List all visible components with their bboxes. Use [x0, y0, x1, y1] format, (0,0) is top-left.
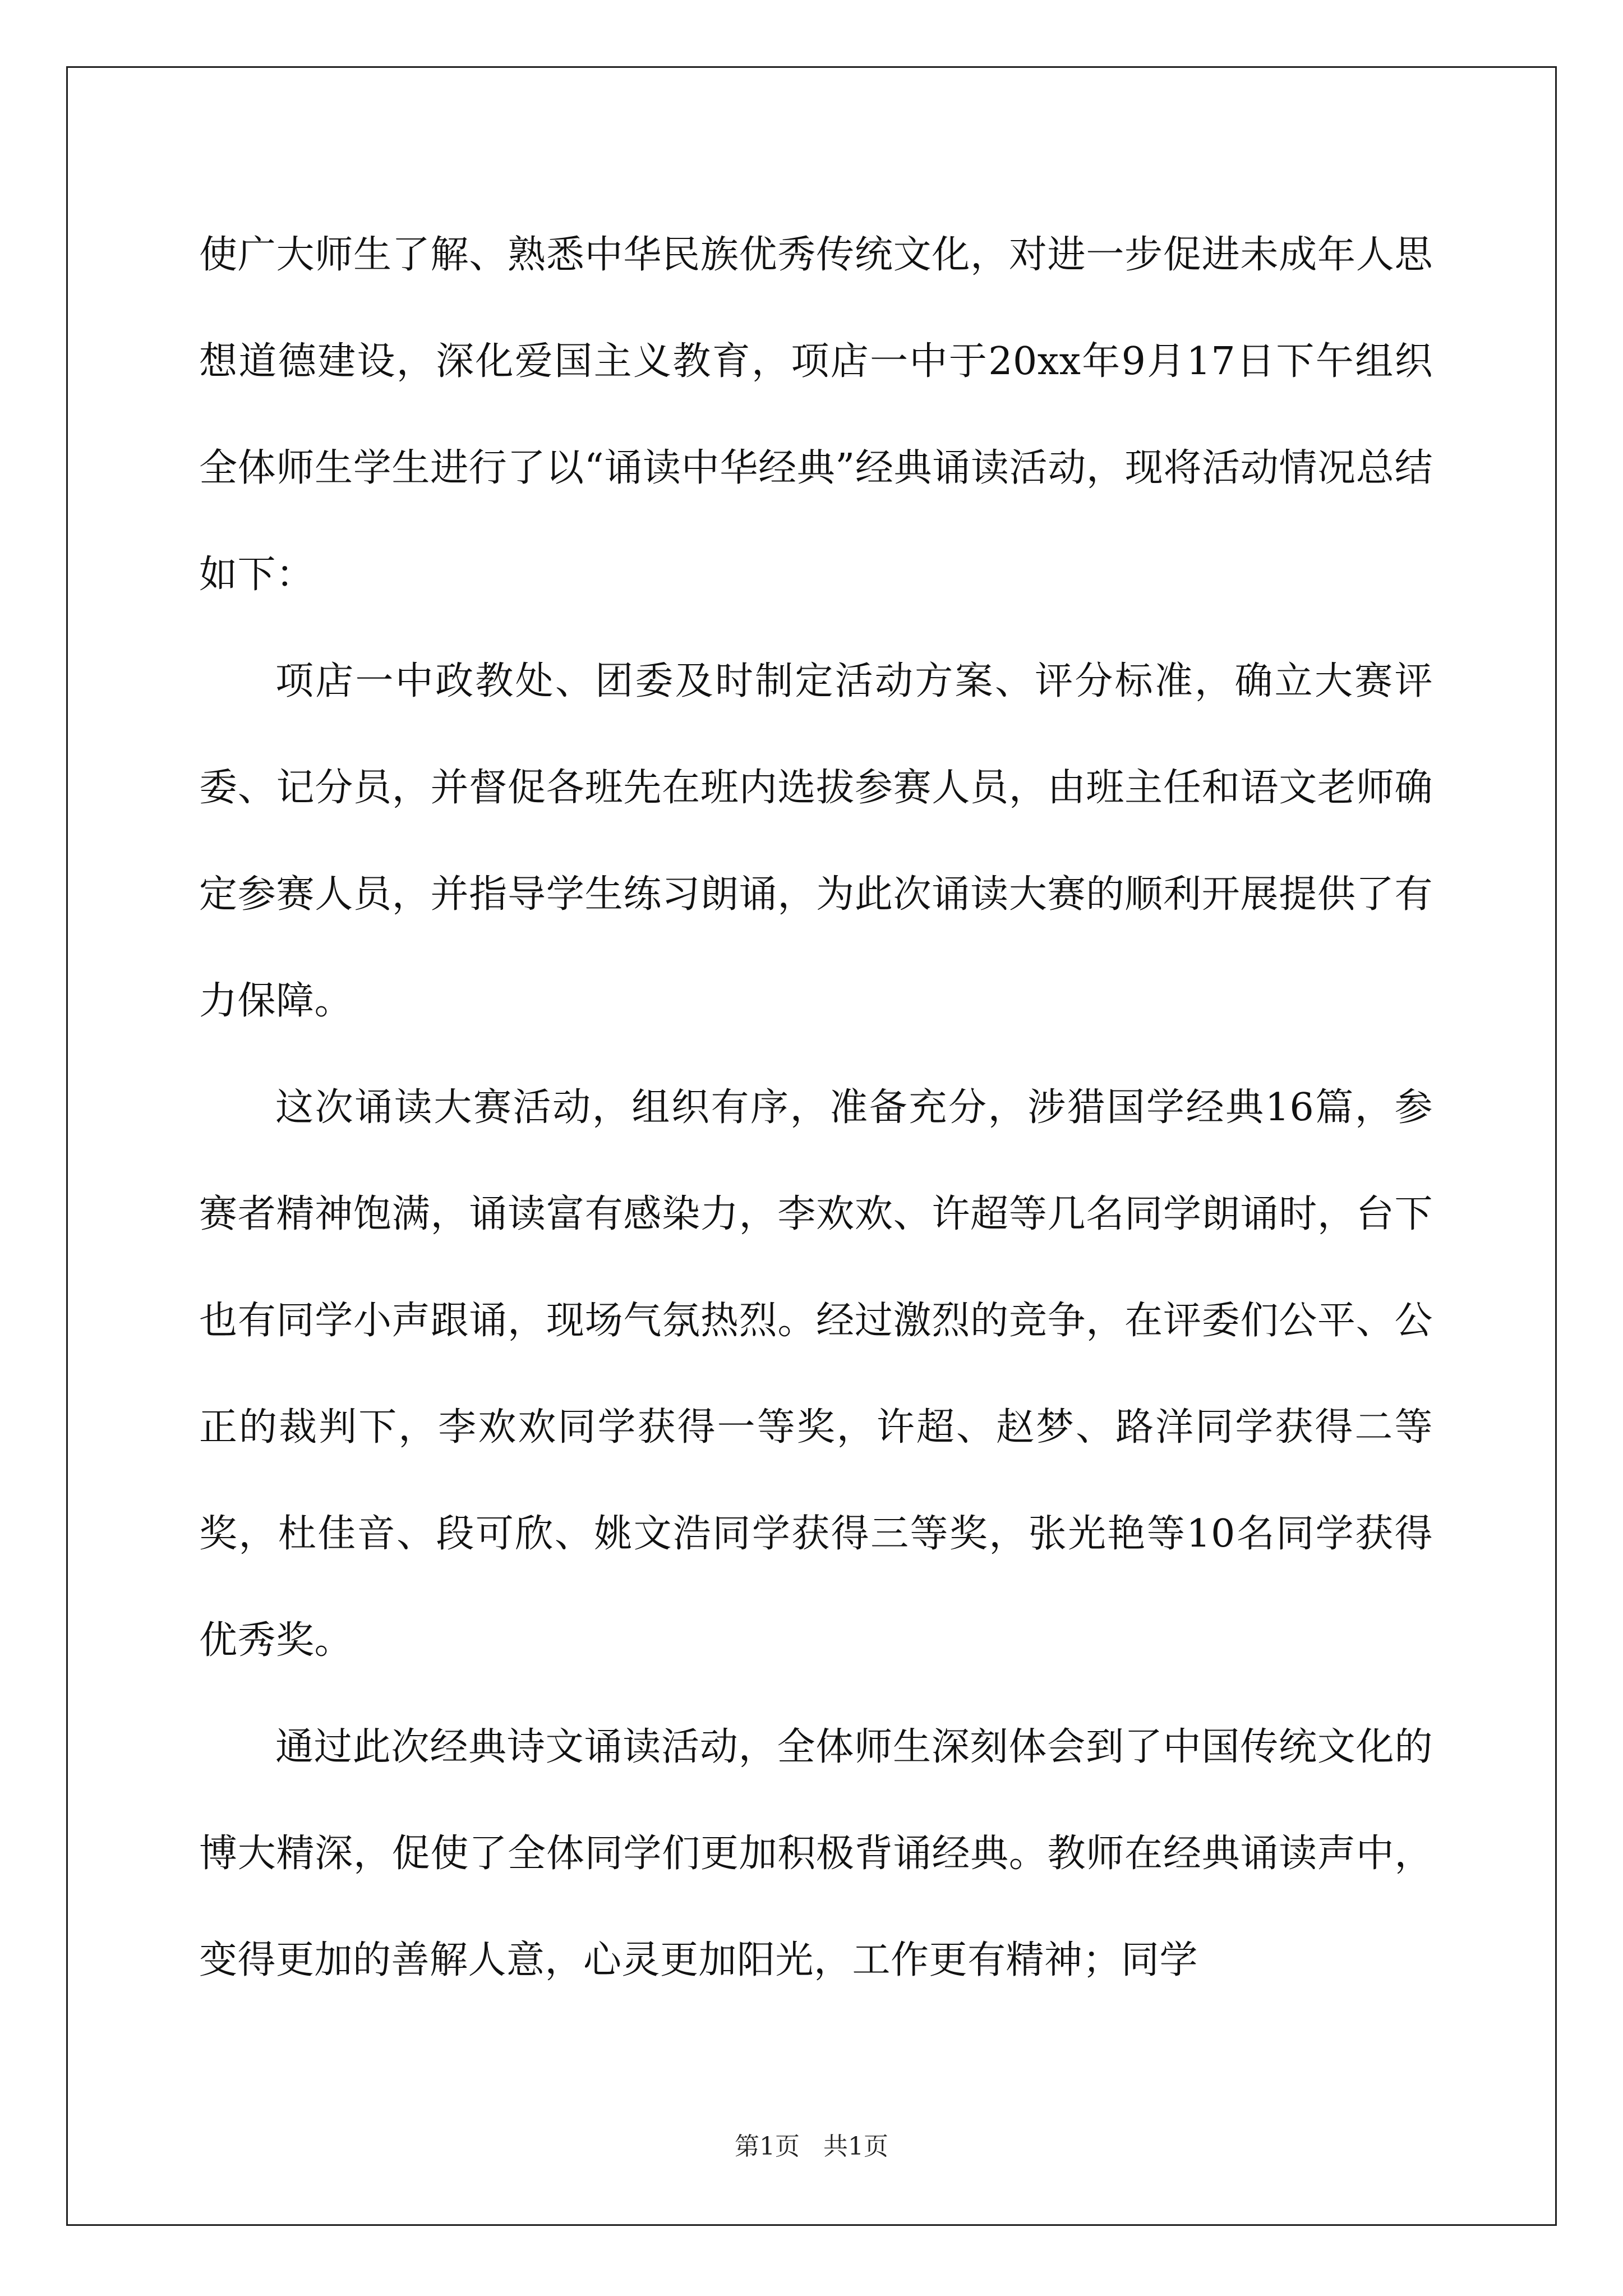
paragraph-4: 通过此次经典诗文诵读活动，全体师生深刻体会到了中国传统文化的博大精深，促使了全体同学们更加积极背诵经典。教师在经典诵读声中，变得更加的善解人意，心灵更加阳光，工作更有精神；同学 [199, 1725, 1433, 1982]
paragraph-3: 这次诵读大赛活动，组织有序，准备充分，涉猎国学经典16篇，参赛者精神饱满，诵读富有感染力，李欢欢、许超等几名同学朗诵时，台下也有同学小声跟诵，现场气氛热烈。经过激烈的竞争，在评委们公平、公正的裁判下，李欢欢同学获得一等奖，许超、赵梦、路洋同学获得二等奖，杜佳音、段可欣、姚文浩同学获得三等奖，张光艳等10名同学获得优秀奖。 [199, 1085, 1433, 1663]
page-footer: 第1页 共1页 [735, 2132, 888, 2161]
paragraph-2: 项店一中政教处、团委及时制定活动方案、评分标准，确立大赛评委、记分员，并督促各班先在班内选拔参赛人员，由班主任和语文老师确定参赛人员，并指导学生练习朗诵，为此次诵读大赛的顺利开展提供了有力保障。 [199, 659, 1433, 1023]
paragraph-1: 使广大师生了解、熟悉中华民族优秀传统文化，对进一步促进未成年人思想道德建设，深化爱国主义教育，项店一中于20xx年9月17日下午组织全体师生学生进行了以“诵读中华经典”经典诵读活动，现将活动情况总结如下： [199, 233, 1433, 597]
document-body [199, 202, 1433, 2014]
